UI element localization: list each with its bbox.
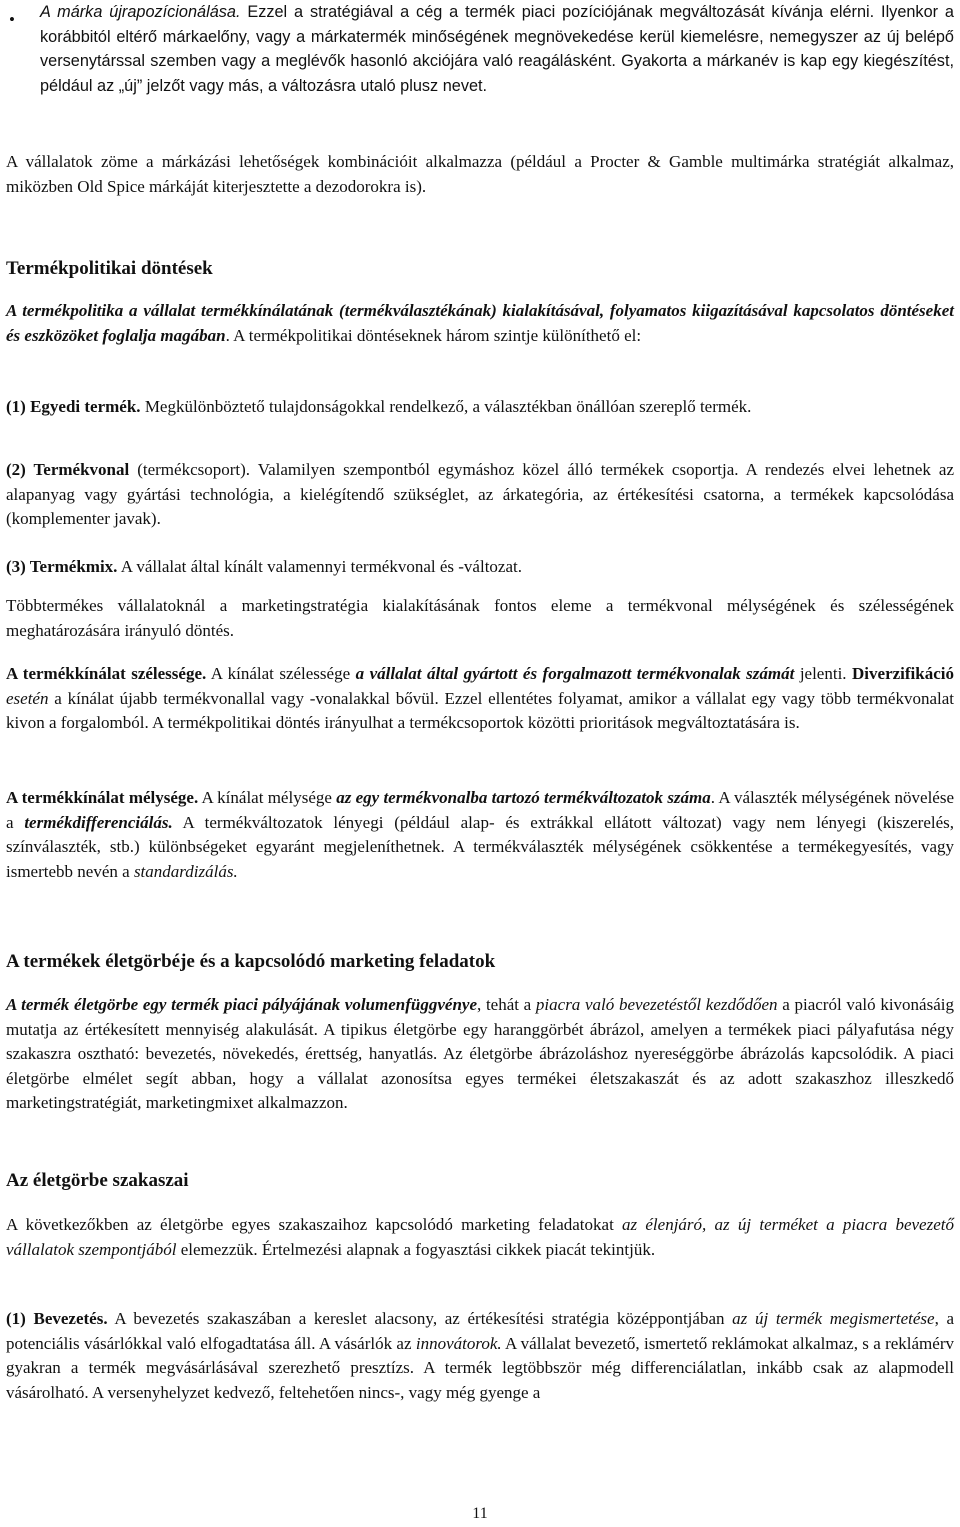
heading-product-lifecycle: A termékek életgörbéje és a kapcsolódó marketing feladatok <box>6 951 496 972</box>
paragraph-introduction-stage: (1) Bevezetés. A bevezetés szakaszában a kereslet alacsony, az értékesítési stratégia középpontjában az új termék megismertetése, a potenciális vásárlókkal való elfogadtatása áll. A vásárlók az innovátorok. A vállalat bevezető, ismertető reklámokat alkalmaz, s a reklámérv gyakran a termék megvásárlásával szerezhető presztízs. A termék legtöbbször még differenciálatlan, inkább csak az alapmodell vásárolható. A versenyhelyzet kedvező, feltehetően nincs-, vagy még gyenge a <box>6 1309 955 1402</box>
level-product-mix: (3) Termékmix. A vállalat által kínált valamennyi termékvonal és -változat. <box>6 557 522 576</box>
page-number: 11 <box>472 1505 488 1522</box>
paragraph-lifecycle: A termék életgörbe egy termék piaci pályájának volumenfüggvénye, tehát a piacra való bevezetéstől kezdődően a piacról való kivonásáig mutatja az értékesített mennyiség alakulását. A tipikus életgörbe egy haranggörbét ábrázol, amelyen a termékek piaci pályafutása négy szakaszra osztható: bevezetés, növekedés, érettség, hanyatlás. Az életgörbe ábrázoláshoz nyereséggörbe ábrázolás kapcsolódik. A piaci életgörbe elmélet segít abban, hogy a vállalat azonosítsa egyes termékei életszakaszát és az adott szakaszhoz illeszkedő marketingstratégiát, marketingmixet alkalmazzon. <box>6 995 954 1112</box>
heading-lifecycle-stages: Az életgörbe szakaszai <box>6 1170 189 1191</box>
paragraph-lifecycle-stages: A következőkben az életgörbe egyes szakaszaihoz kapcsolódó marketing feladatokat az élenjáró, az új terméket a piacra bevezető vállalatok szempontjából elemezzük. Értelmezési alapnak a fogyasztási cikkek piacát tekintjük. <box>6 1215 954 1259</box>
bullet-paragraph-repositioning: A márka újrapozícionálása. Ezzel a stratégiával a cég a termék piaci pozíciójának megváltozását kívánja elérni. Ilyenkor a korábbitól eltérő márkaelőny, vagy a márkatermék minőségének megnövekedése kerül kiemelésre, nemegyszer az új belépő versenytárssal szemben vagy a meglévők hasonló akciójára való reagálásként. Gyakorta a márkanév is kap egy kiegészítést, például az „új” jelzőt vagy más, a változásra utaló plusz nevet. <box>40 3 954 95</box>
paragraph-multi-product: Többtermékes vállalatoknál a marketingstratégia kialakításának fontos eleme a termékvonal mélységének és szélességének meghatározására irányuló döntés. <box>6 596 954 640</box>
paragraph-brand-combination: A vállalatok zöme a márkázási lehetőségek kombinációit alkalmazza (például a Procter & Gamble multimárka stratégiát alkalmaz, miközben Old Spice márkáját kiterjesztette a dezodorokra is). <box>6 152 954 196</box>
level-product-line: (2) Termékvonal (termékcsoport). Valamilyen szempontból egymáshoz közel álló termékek csoportja. A rendezés elvei lehetnek az alapanyag vagy gyártási technológia, a kielégítendő szükséglet, az árkategória, az értékesítési csatorna, a termékek kapcsolódása (komplementer javak). <box>6 460 954 528</box>
bullet-lead: A márka újrapozícionálása. <box>40 3 241 21</box>
bullet-marker: • <box>9 10 15 29</box>
paragraph-offer-width: A termékkínálat szélessége. A kínálat szélessége a vállalat által gyártott és forgalmazott termékvonalak számát jelenti. Diverzifikáció esetén a kínálat újabb termékvonallal vagy -vonalakkal bővül. Ezzel ellentétes folyamat, amikor a vállalat egy vagy több termékvonalat kivon a forgalomból. A termékpolitikai döntés irányulhat a termékcsoportok közötti prioritások megváltoztatására is. <box>6 664 954 732</box>
paragraph-product-policy: A termékpolitika a vállalat termékkínálatának (termékválasztékának) kialakításával, folyamatos kiigazításával kapcsolatos döntéseket és eszközöket foglalja magában. A termékpolitikai döntéseknek három szintje különíthető el: <box>6 301 954 345</box>
paragraph-offer-depth: A termékkínálat mélysége. A kínálat mélysége az egy termékvonalba tartozó termékváltozatok száma. A választék mélységének növelése a termékdifferenciálás. A termékváltozatok lényegi (például alap- és extrákkal ellátott változat) vagy nem lényegi (kiszerelés, színválaszték, stb.) különbségeket egyaránt megjeleníthetnek. A termékválaszték mélységének csökkentése a termékegyesítés, vagy ismertebb nevén a standardizálás. <box>6 788 955 881</box>
level-individual-product: (1) Egyedi termék. Megkülönböztető tulajdonságokkal rendelkező, a választékban önállóan szereplő termék. <box>6 397 752 416</box>
heading-product-policy: Termékpolitikai döntések <box>6 258 213 279</box>
